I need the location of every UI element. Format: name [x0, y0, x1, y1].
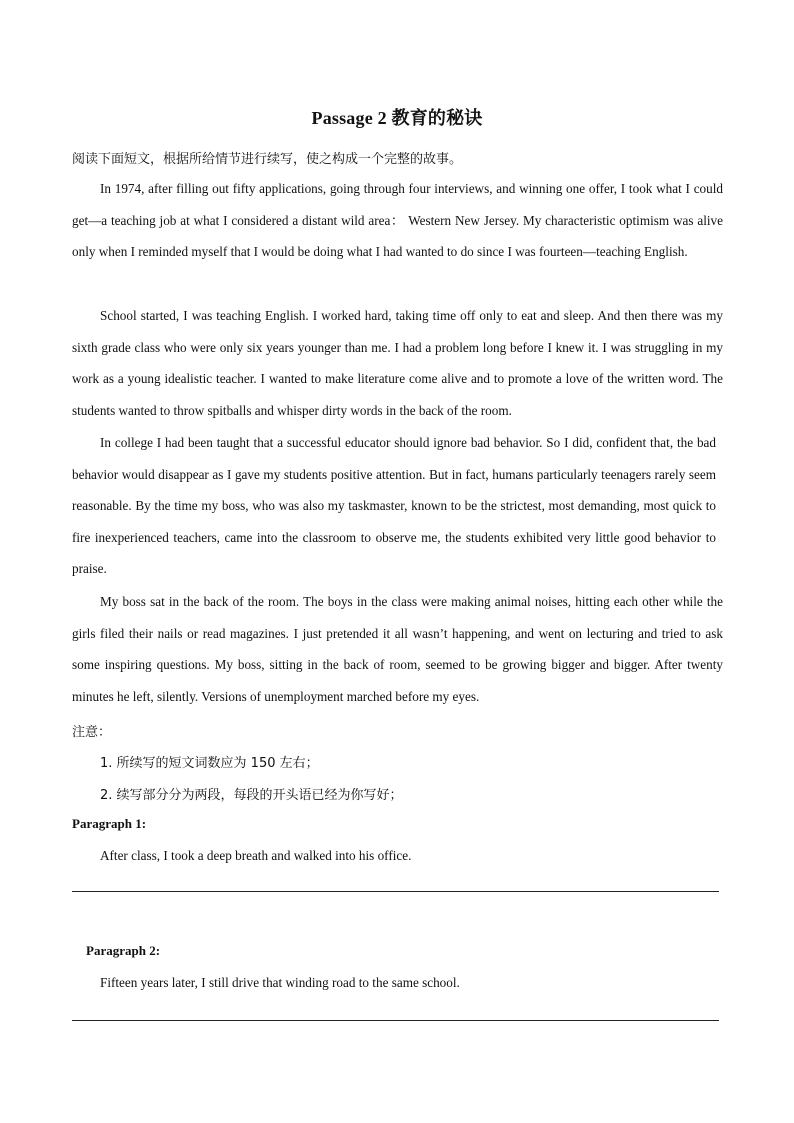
- note-item-1: 1. 所续写的短文词数应为 150 左右；: [100, 756, 319, 771]
- instruction-text: 阅读下面短文，根据所给情节进行续写，使之构成一个完整的故事。: [72, 152, 463, 167]
- notes-label: 注意：: [72, 725, 112, 740]
- page-title: [0, 104, 794, 130]
- continuation-starter-2: Fifteen years later, I still drive that winding road to the same school.: [100, 975, 460, 990]
- continuation-starter-1: After class, I took a deep breath and walked into his office.: [100, 848, 412, 863]
- passage-paragraph-2: School started, I was teaching English. I worked hard, taking time off only to eat and sleep. And then there was my sixth grade class who were only six years younger than me. I had a problem long before I knew it. I was struggling in my work as a young idealistic teacher. I wanted to make literature come alive and to promote a love of the written word. The students wanted to throw spitballs and whisper dirty words in the back of the room.: [72, 308, 723, 418]
- passage-paragraph-4: My boss sat in the back of the room. The boys in the class were making animal noises, hitting each other while the girls filed their nails or read magazines. I just pretended it all wasn’t happening, and went on lecturing and tried to ask some inspiring questions. My boss, sitting in the back of room, seemed to be growing bigger and bigger. After twenty minutes he left, silently. Versions of unemployment marched before my eyes.: [72, 594, 723, 704]
- writing-line-2: [72, 1020, 719, 1021]
- writing-line-1: [72, 891, 719, 892]
- passage-paragraph-3: In college I had been taught that a successful educator should ignore bad behavior. So I did, confident that, the bad behavior would disappear as I gave my students positive attention. But in fact, humans particularly teenagers rarely seem reasonable. By the time my boss, who was also my taskmaster, known to be the strictest, most demanding, most quick to fire inexperienced teachers, came into the classroom to observe me, the students exhibited very little good behavior to praise.: [72, 435, 716, 576]
- title-cjk: 教育的秘诀: [391, 108, 483, 129]
- continuation-label-1: Paragraph 1:: [72, 816, 147, 831]
- title-latin: Passage 2: [311, 108, 387, 128]
- note-item-2: 2. 续写部分分为两段，每段的开头语已经为你写好；: [100, 788, 403, 803]
- passage-paragraph-1: In 1974, after filling out fifty applications, going through four interviews, and winning one offer, I took what I could get—a teaching job at what I considered a distant wild area： Western New Jersey. My characteristic optimism was alive only when I reminded myself that I would be doing what I had wanted to do since I was fourteen—teaching English.: [72, 181, 723, 259]
- continuation-label-2: Paragraph 2:: [86, 943, 161, 958]
